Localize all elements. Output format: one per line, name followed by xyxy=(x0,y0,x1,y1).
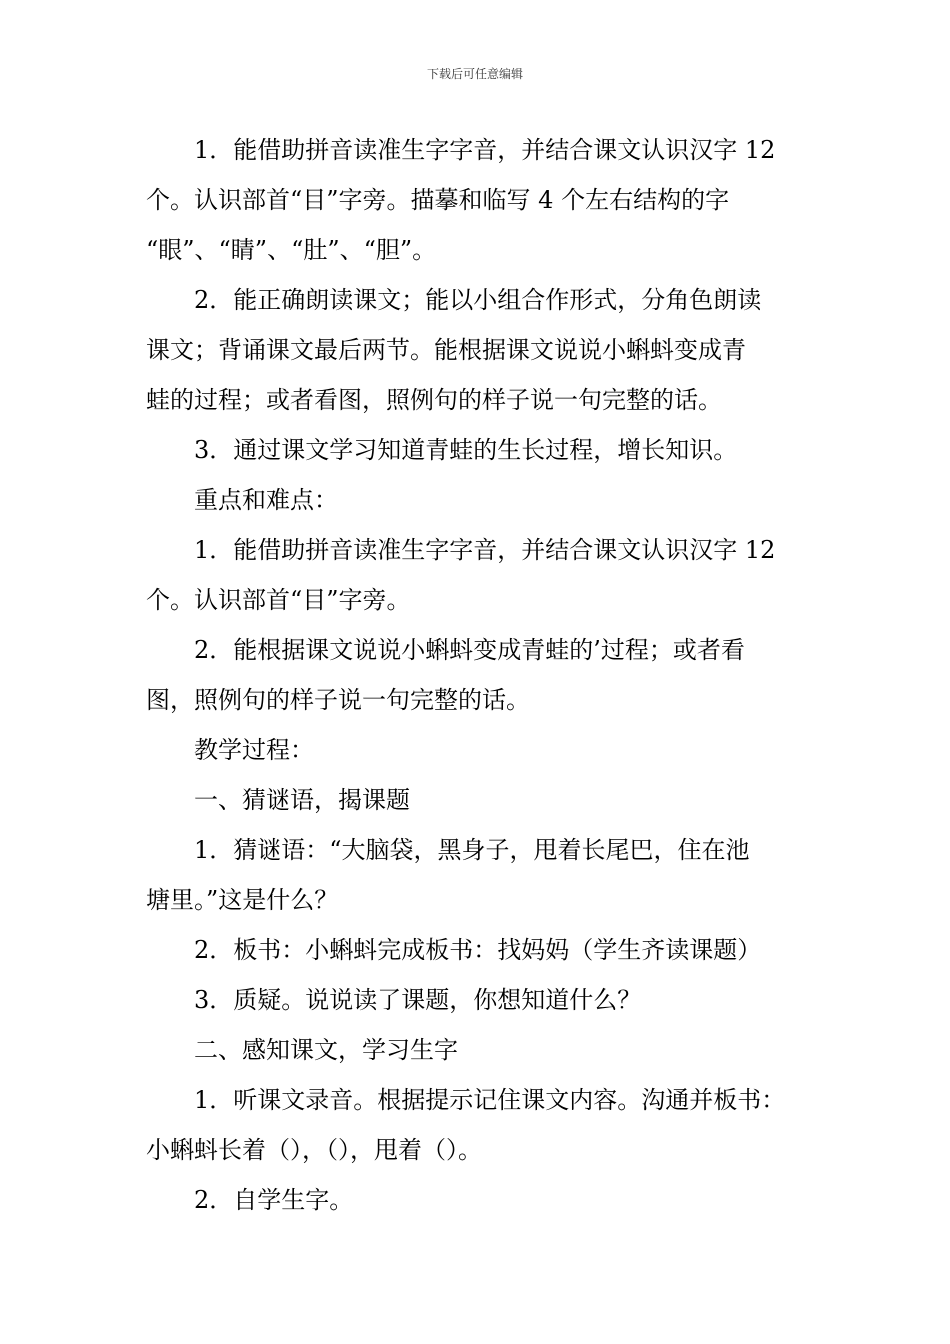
text-line: 2．能根据课文说说小蝌蚪变成青蛙的’过程；或者看 xyxy=(194,636,745,664)
text-line: 1．听课文录音。根据提示记住课文内容。沟通并板书： xyxy=(194,1086,786,1114)
objective-3-paragraph xyxy=(146,425,806,475)
blackboard-paragraph xyxy=(146,925,806,975)
text-line: 2．能正确朗读课文；能以小组合作形式，分角色朗读 xyxy=(194,286,762,314)
text-line: 1．能借助拼音读准生字字音，并结合课文认识汉字 12 xyxy=(194,136,776,164)
text-line: 1．猜谜语：“大脑袋，黑身子，甩着长尾巴，住在池 xyxy=(194,836,750,864)
section-heading-key-points xyxy=(146,475,806,525)
question-paragraph xyxy=(146,975,806,1025)
text-line: 2．自学生字。 xyxy=(194,1186,354,1214)
text-line: 3．通过课文学习知道青蛙的生长过程，增长知识。 xyxy=(194,436,738,464)
text-line: 蛙的过程；或者看图，照例句的样子说一句完整的话。 xyxy=(146,386,722,414)
text-line: 一、猜谜语，揭课题 xyxy=(194,786,410,814)
text-line: 小蝌蚪长着（），（），甩着（）。 xyxy=(146,1136,482,1164)
step-2-heading xyxy=(146,1025,806,1075)
text-line: 重点和难点： xyxy=(194,486,338,514)
step-1-heading xyxy=(146,775,806,825)
text-line: 二、感知课文，学习生字 xyxy=(194,1036,458,1064)
text-line: 图，照例句的样子说一句完整的话。 xyxy=(146,686,530,714)
section-heading-teaching-process xyxy=(146,725,806,775)
objective-1-paragraph xyxy=(146,125,806,275)
key-point-2-paragraph xyxy=(146,625,806,725)
text-line: 2．板书：小蝌蚪完成板书：找妈妈（学生齐读课题） xyxy=(194,936,762,964)
text-line: 1．能借助拼音读准生字字音，并结合课文认识汉字 12 xyxy=(194,536,776,564)
text-line: 塘里。”这是什么？ xyxy=(146,886,339,914)
objective-2-paragraph xyxy=(146,275,806,425)
document-body xyxy=(146,125,806,1225)
key-point-1-paragraph xyxy=(146,525,806,625)
self-study-paragraph xyxy=(146,1175,806,1225)
text-line: 3．质疑。说说读了课题，你想知道什么？ xyxy=(194,986,642,1014)
text-line: 课文；背诵课文最后两节。能根据课文说说小蝌蚪变成青 xyxy=(146,336,746,364)
text-line: “眼”、“睛”、“肚”、“胆”。 xyxy=(146,236,437,264)
text-line: 个。认识部首“目”字旁。 xyxy=(146,586,411,614)
page-header-note: 下载后可任意编辑 xyxy=(426,67,523,81)
riddle-paragraph xyxy=(146,825,806,925)
text-line: 个。认识部首“目”字旁。描摹和临写 4 个左右结构的字 xyxy=(146,186,730,214)
text-line: 教学过程： xyxy=(194,736,314,764)
listening-paragraph xyxy=(146,1075,806,1175)
